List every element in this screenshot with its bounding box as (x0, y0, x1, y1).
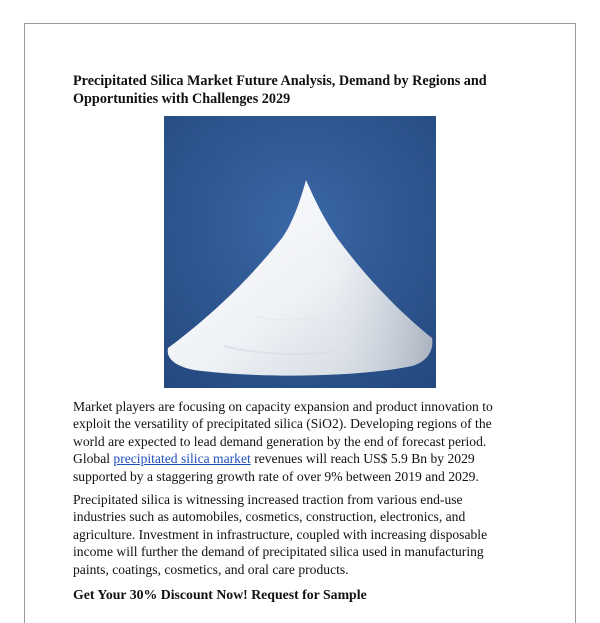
paragraph-line: exploit the versatility of precipitated silica (SiO2). Developing regions of the (73, 416, 492, 432)
paragraph-line: Market players are focusing on capacity expansion and product innovation to (73, 399, 493, 414)
paragraph-text: Global (73, 451, 114, 467)
precipitated-silica-market-link[interactable]: precipitated silica market (113, 451, 251, 467)
paragraph-line: industries such as automobiles, cosmetics, construction, electronics, and (73, 509, 466, 525)
article-title-line-1: Precipitated Silica Market Future Analysis, Demand by Regions and (73, 73, 487, 89)
discount-sample-heading: Get Your 30% Discount Now! Request for Sample (73, 587, 367, 602)
intro-paragraph (73, 398, 535, 485)
paragraph-line (73, 450, 535, 467)
industries-paragraph (73, 491, 535, 578)
article-title (73, 72, 523, 108)
silica-powder-pile-image (164, 116, 436, 388)
paragraph-text: revenues will reach US$ 5.9 Bn by 2029 (250, 451, 475, 467)
paragraph-line: supported by a staggering growth rate of over 9% between 2019 and 2029. (73, 468, 479, 484)
paragraph-line: paints, coatings, cosmetics, and oral care products. (73, 561, 349, 577)
paragraph-line: income will further the demand of precipitated silica used in manufacturing (73, 544, 484, 560)
paragraph-line: world are expected to lead demand generation by the end of forecast period. (73, 433, 487, 449)
article-title-line-2: Opportunities with Challenges 2029 (73, 91, 291, 107)
paragraph-line: Precipitated silica is witnessing increased traction from various end-use (73, 492, 463, 507)
paragraph-line: agriculture. Investment in infrastructure, coupled with increasing disposable (73, 526, 488, 542)
